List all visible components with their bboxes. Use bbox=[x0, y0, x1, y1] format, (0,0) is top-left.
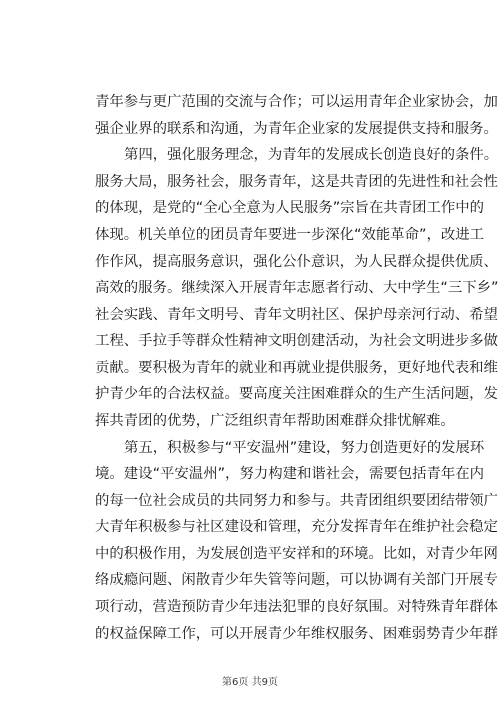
text-line: 络成瘾问题、闲散青少年失管等问题，可以协调有关部门开展专 bbox=[95, 572, 498, 588]
text-line: 贡献。要积极为青年的就业和再就业提供服务，更好地代表和维 bbox=[95, 360, 498, 376]
page-number-footer: 第6页 共9页 bbox=[222, 677, 278, 688]
text-line: 的体现，是党的“全心全意为人民服务”宗旨在共青团工作中的 bbox=[95, 200, 485, 216]
paragraph-first-line: 第四，强化服务理念，为青年的发展成长创造良好的条件。 bbox=[124, 147, 499, 163]
text-line: 强企业界的联系和沟通，为青年企业家的发展提供支持和服务。 bbox=[95, 121, 498, 137]
text-line: 工程、手拉手等群众性精神文明创建活动，为社会文明进步多做 bbox=[95, 333, 498, 349]
text-line: 的每一位社会成员的共同努力和参与。共青团组织要团结带领广 bbox=[95, 493, 498, 509]
text-line: 体现。机关单位的团员青年要进一步深化“效能革命”，改进工 bbox=[95, 227, 485, 243]
text-line: 服务大局，服务社会，服务青年，这是共青团的先进性和社会性 bbox=[95, 174, 498, 190]
text-line: 作作风，提高服务意识，强化公仆意识，为人民群众提供优质、 bbox=[95, 254, 498, 270]
text-line: 大青年积极参与社区建设和管理，充分发挥青年在维护社会稳定 bbox=[95, 519, 498, 535]
paragraph-first-line: 第五，积极参与“平安温州”建设，努力创造更好的发展环 bbox=[124, 440, 485, 456]
text-line: 护青少年的合法权益。要高度关注困难群众的生产生活问题，发 bbox=[95, 386, 498, 402]
text-line: 项行动，营造预防青少年违法犯罪的良好氛围。对特殊青年群体 bbox=[95, 599, 498, 615]
text-line: 挥共青团的优势，广泛组织青年帮助困难群众排忧解难。 bbox=[95, 413, 455, 429]
text-line: 社会实践、青年文明号、青年文明社区、保护母亲河行动、希望 bbox=[95, 307, 498, 323]
text-line: 的权益保障工作，可以开展青少年维权服务、困难弱势青少年群 bbox=[95, 626, 498, 642]
text-line: 中的积极作用，为发展创造平安祥和的环境。比如，对青少年网 bbox=[95, 546, 498, 562]
text-line: 青年参与更广范围的交流与合作；可以运用青年企业家协会，加 bbox=[95, 94, 498, 110]
text-line: 高效的服务。继续深入开展青年志愿者行动、大中学生“三下乡” bbox=[95, 280, 499, 296]
text-line: 境。建设“平安温州”，努力构建和谐社会，需要包括青年在内 bbox=[95, 466, 485, 482]
